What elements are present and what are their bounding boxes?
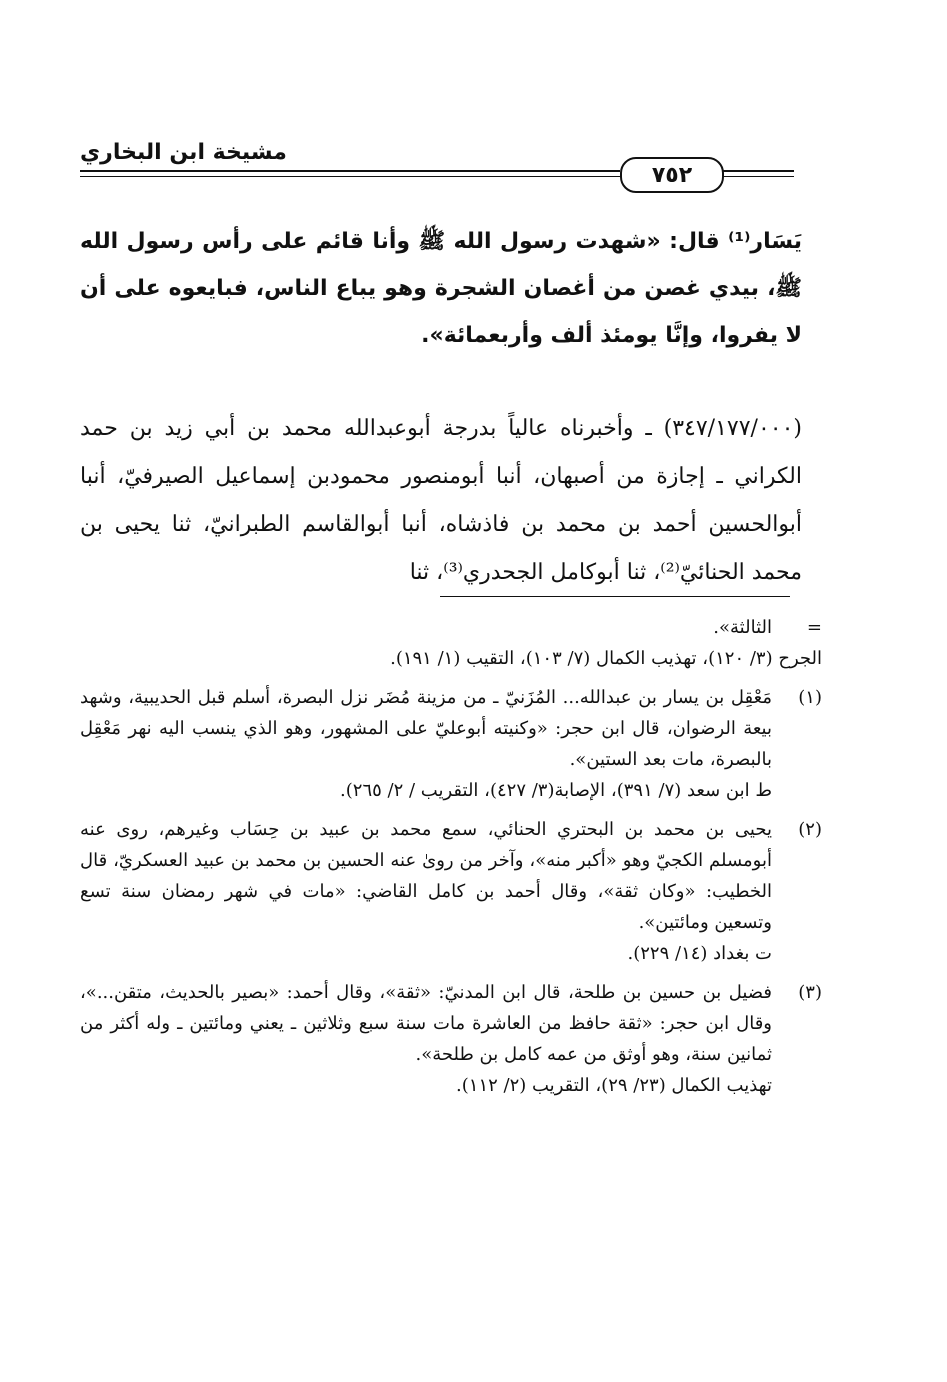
footnote-line: ت بغداد (١٤/ ٢٢٩). <box>627 943 772 964</box>
footnotes <box>80 612 822 1109</box>
header-rule-left <box>80 170 620 172</box>
continuation-mark: = <box>806 617 822 638</box>
hadith-text: (٣٤٧/١٧٧/٠٠٠) ـ وأخبرناه عالياً بدرجة أبوعبدالله محمد بن أبي زيد بن حمد الكراني ـ إجازة من أصبهان، أنبا أبومنصور محمودبن إسماعيل الصيرفيّ، أنبا أبوالحسين أحمد بن محمد بن فاذشاه، أنبا أبوالقاسم الطبرانيّ، ثنا يحيى بن محمد الحنائيّ⁽²⁾، ثنا أبوكامل الجحدري⁽³⁾، ثنا <box>80 416 802 585</box>
quote-text: يَسَار⁽¹⁾ قال: «شهدت رسول الله ﷺ وأنا قائم على رأس رسول الله ﷺ، بيدي غصن من أغصان الشجرة وهو يباع الناس، فبايعوه على أن لا يفروا، وإنَّا يومئذ ألف وأربعمائة». <box>80 229 802 348</box>
footnote-line: فضيل بن حسين بن طلحة، قال ابن المدنيّ: «ثقة»، وقال أحمد: «بصير بالحديث، متقن...»، وقال ابن حجر: «ثقة حافظ من العاشرة مات سنة سبع وثلاثين ـ يعني ومائتين ـ وله أكثر من ثمانين سنة، وهو أوثق من عمه كامل بن طلحة». <box>80 982 772 1065</box>
header-rule-right <box>722 170 794 172</box>
footnote-number: (١) <box>798 687 822 708</box>
running-title: مشيخة ابن البخاري <box>80 140 287 165</box>
header-rule-right-thin <box>722 176 794 177</box>
footnote-line: تهذيب الكمال (٢٣/ ٢٩)، التقريب (٢/ ١١٢). <box>456 1075 772 1096</box>
footnote-3 <box>80 977 822 1101</box>
hadith-paragraph <box>80 405 802 597</box>
footnote-2 <box>80 814 822 969</box>
quote-paragraph <box>80 218 802 359</box>
footnote-line: الثالثة». <box>713 617 772 638</box>
footnote-number: (٢) <box>798 819 822 840</box>
footnote-line: الجرح (٣/ ١٢٠)، تهذيب الكمال (٧/ ١٠٣)، التقيب (١/ ١٩١). <box>390 648 822 669</box>
footnote-number: (٣) <box>798 982 822 1003</box>
footnote-separator <box>440 596 790 597</box>
footnote-1 <box>80 682 822 806</box>
header-rule-left-thin <box>80 176 620 177</box>
footnote-line: يحيى بن محمد بن البحتري الحنائي، سمع محمد بن عبيد بن حِسَاب وغيرهم، روى عنه أبومسلم الكجيّ وهو «أكبر منه»، وآخر من روىٰ عنه الحسين بن محمد بن عبيد العسكريّ، قال الخطيب: «وكان ثقة»، وقال أحمد بن كامل القاضي: «مات في شهر رمضان سنة تسع وتسعين ومائتين». <box>80 819 772 933</box>
footnote-line: ط ابن سعد (٧/ ٣٩١)، الإصابة(٣/ ٤٢٧)، التقريب / ٢/ ٢٦٥). <box>340 780 772 801</box>
page-number: ٧٥٢ <box>620 157 724 193</box>
footnote-line: مَعْقِل بن يسار بن عبدالله... المُزَنيّ ـ من مزينة مُضَر نزل البصرة، أسلم قبل الحديبية، وشهد بيعة الرضوان، قال ابن حجر: «وكنيته أبوعليّ على المشهور، وهو الذي ينسب اليه نهر مَعْقِل بالبصرة، مات بعد الستين». <box>80 687 772 770</box>
footnote-continuation <box>80 612 822 674</box>
